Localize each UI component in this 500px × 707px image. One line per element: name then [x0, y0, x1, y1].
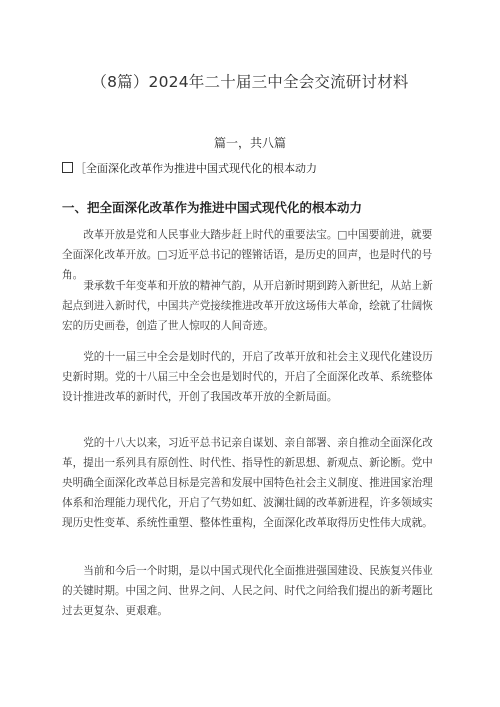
- paragraph: 党的十一届三中全会是划时代的，开启了改革开放和社会主义现代化建设历史新时期。党的十八届三中全会也是划时代的，开启了全面深化改革、系统整体设计推进改革的新时代，开创了我国改革开放的全新局面。: [62, 351, 433, 403]
- paragraph: 改革开放是党和人民事业大踏步赶上时代的重要法宝。□中国要前进，就要全面深化改革开放。□习近平总书记的铿锵话语，是历史的回声，也是时代的号角。: [62, 229, 433, 281]
- section-heading: 一、把全面深化改革作为推进中国式现代化的根本动力: [62, 200, 363, 215]
- document-title: （8篇）2024年二十届三中全会交流研讨材料: [91, 73, 409, 91]
- toc-entry: [62, 160, 317, 176]
- paragraph: 党的十八大以来，习近平总书记亲自谋划、亲自部署、亲自推动全面深化改革，提出一系列具有原创性、时代性、指导性的新思想、新观点、新论断。党中央明确全面深化改革总目标是完善和发展中国特色社会主义制度、推进国家治理体系和治理能力现代化，开启了气势如虹、波澜壮阔的改革新进程，许多领域实现历史性变革、系统性重塑、整体性重构，全面深化改革取得历史性伟大成就。: [62, 437, 433, 529]
- paragraph: 当前和今后一个时期，是以中国式现代化全面推进强国建设、民族复兴伟业的关键时期。中国之问、世界之问、人民之问、时代之问给我们提出的新考题比过去更复杂、更艰难。: [62, 565, 433, 617]
- section-title: 篇一，共八篇: [213, 136, 286, 150]
- toc-entry-text: ［全面深化改革作为推进中国式现代化的根本动力: [75, 162, 317, 175]
- checkbox-icon: [62, 162, 73, 173]
- paragraph: 秉承数千年变革和开放的精神气韵，从开启新时期到跨入新世纪，从站上新起点到进入新时代，中国共产党接续推进改革开放这场伟大革命，绘就了壮阔恢宏的历史画卷，创造了世人惊叹的人间奇迹。: [62, 280, 433, 332]
